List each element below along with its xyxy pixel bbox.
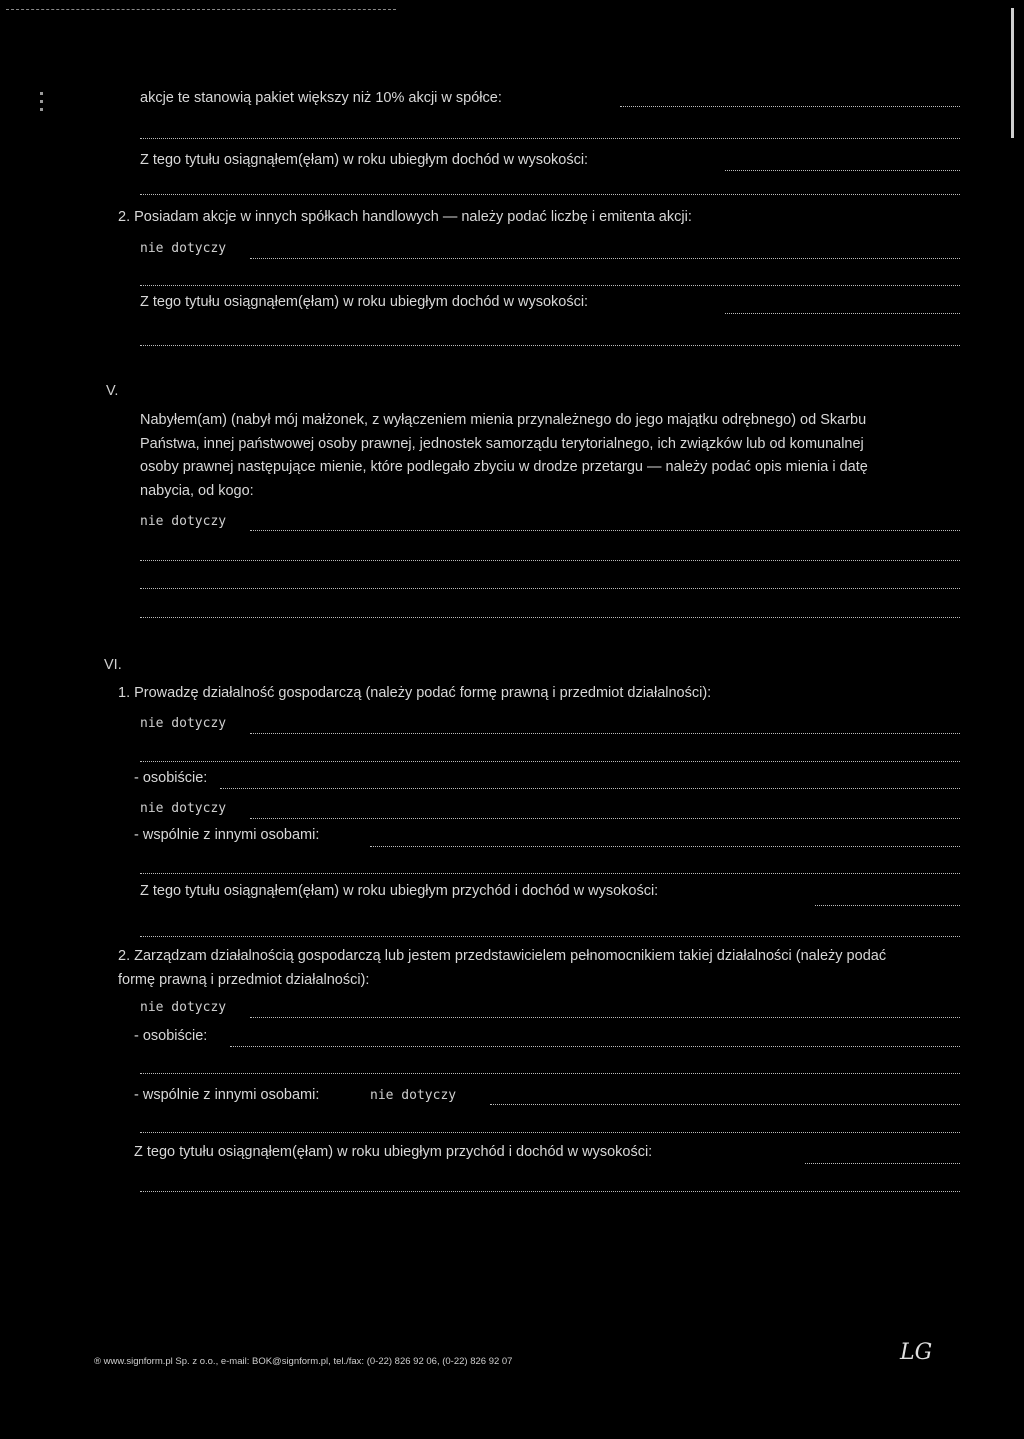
field-line[interactable] bbox=[140, 1073, 960, 1074]
jointly-label: - wspólnie z innymi osobami: bbox=[134, 1087, 320, 1103]
section-vi-item2-label: 2. Zarządzam działalnością gospodarczą lub jestem przedstawicielem pełnomocnikiem takiej działalności (należy podać formę prawną i przedmiot działalności): bbox=[118, 948, 887, 988]
personally-value: nie dotyczy bbox=[140, 801, 227, 816]
section-vi-item1-field[interactable] bbox=[250, 733, 960, 734]
jointly-value: nie dotyczy bbox=[370, 1088, 457, 1103]
section-vi-item1-label: 1. Prowadzę działalność gospodarczą (należy podać formę prawną i przedmiot działalności): bbox=[118, 685, 712, 701]
field-line[interactable] bbox=[140, 285, 960, 286]
scan-mark bbox=[40, 92, 43, 95]
scan-mark bbox=[40, 108, 43, 111]
income-label: Z tego tytułu osiągnąłem(ęłam) w roku ubiegłym przychód i dochód w wysokości: bbox=[134, 1144, 653, 1160]
income-field[interactable] bbox=[725, 170, 960, 171]
section-v-numeral: V. bbox=[106, 383, 119, 399]
jointly-label: - wspólnie z innymi osobami: bbox=[134, 827, 320, 843]
scan-mark bbox=[40, 100, 43, 103]
field-line[interactable] bbox=[140, 138, 960, 139]
field-line[interactable] bbox=[140, 345, 960, 346]
personally-field[interactable] bbox=[220, 788, 960, 789]
footer-copyright: ® www.signform.pl Sp. z o.o., e-mail: BOK@signform.pl, tel./fax: (0-22) 826 92 06, (0-22) 826 92 07 bbox=[94, 1356, 513, 1367]
scan-right-edge bbox=[1011, 8, 1014, 138]
income-label: Z tego tytułu osiągnąłem(ęłam) w roku ubiegłym przychód i dochód w wysokości: bbox=[140, 883, 659, 899]
field-line[interactable] bbox=[140, 1132, 960, 1133]
field-line[interactable] bbox=[140, 873, 960, 874]
income-field[interactable] bbox=[805, 1163, 960, 1164]
scan-top-edge bbox=[6, 9, 396, 10]
item2-value: nie dotyczy bbox=[140, 241, 227, 256]
personally-field[interactable] bbox=[230, 1046, 960, 1047]
section-vi-item2-field[interactable] bbox=[250, 1017, 960, 1018]
section-v-value: nie dotyczy bbox=[140, 514, 227, 529]
income-field[interactable] bbox=[725, 313, 960, 314]
personally-label: - osobiście: bbox=[134, 770, 208, 786]
jointly-field[interactable] bbox=[370, 846, 960, 847]
section-vi-numeral: VI. bbox=[104, 657, 122, 673]
section-v-text: Nabyłem(am) (nabył mój małżonek, z wyłączeniem mienia przynależnego do jego majątku odrębnego) od Skarbu Państwa, innej państwowej osoby prawnej, jednostek samorządu terytorialnego, ich związków lub od komunalnej osoby prawnej następujące mienie, które podlegało zbyciu w drodze przetargu — należy podać opis mienia i datę nabycia, od kogo: bbox=[140, 412, 868, 499]
field-line[interactable] bbox=[140, 617, 960, 618]
field-line[interactable] bbox=[140, 936, 960, 937]
field-line[interactable] bbox=[250, 818, 960, 819]
signature-initials: LG bbox=[900, 1340, 933, 1365]
shares-stake-label: akcje te stanowią pakiet większy niż 10% akcji w spółce: bbox=[140, 90, 502, 106]
field-line[interactable] bbox=[140, 761, 960, 762]
income-field[interactable] bbox=[815, 905, 960, 906]
income-label: Z tego tytułu osiągnąłem(ęłam) w roku ubiegłym dochód w wysokości: bbox=[140, 152, 589, 168]
field-line[interactable] bbox=[140, 588, 960, 589]
section-v-field[interactable] bbox=[250, 530, 960, 531]
field-line[interactable] bbox=[140, 194, 960, 195]
section-vi-item2-value: nie dotyczy bbox=[140, 1000, 227, 1015]
item2-label: 2. Posiadam akcje w innych spółkach handlowych — należy podać liczbę i emitenta akcji: bbox=[118, 209, 692, 225]
item2-field[interactable] bbox=[250, 258, 960, 259]
jointly-field[interactable] bbox=[490, 1104, 960, 1105]
section-vi-item1-value: nie dotyczy bbox=[140, 716, 227, 731]
income-label: Z tego tytułu osiągnąłem(ęłam) w roku ubiegłym dochód w wysokości: bbox=[140, 294, 589, 310]
personally-label: - osobiście: bbox=[134, 1028, 208, 1044]
field-line[interactable] bbox=[140, 560, 960, 561]
shares-stake-field[interactable] bbox=[620, 106, 960, 107]
field-line[interactable] bbox=[140, 1191, 960, 1192]
